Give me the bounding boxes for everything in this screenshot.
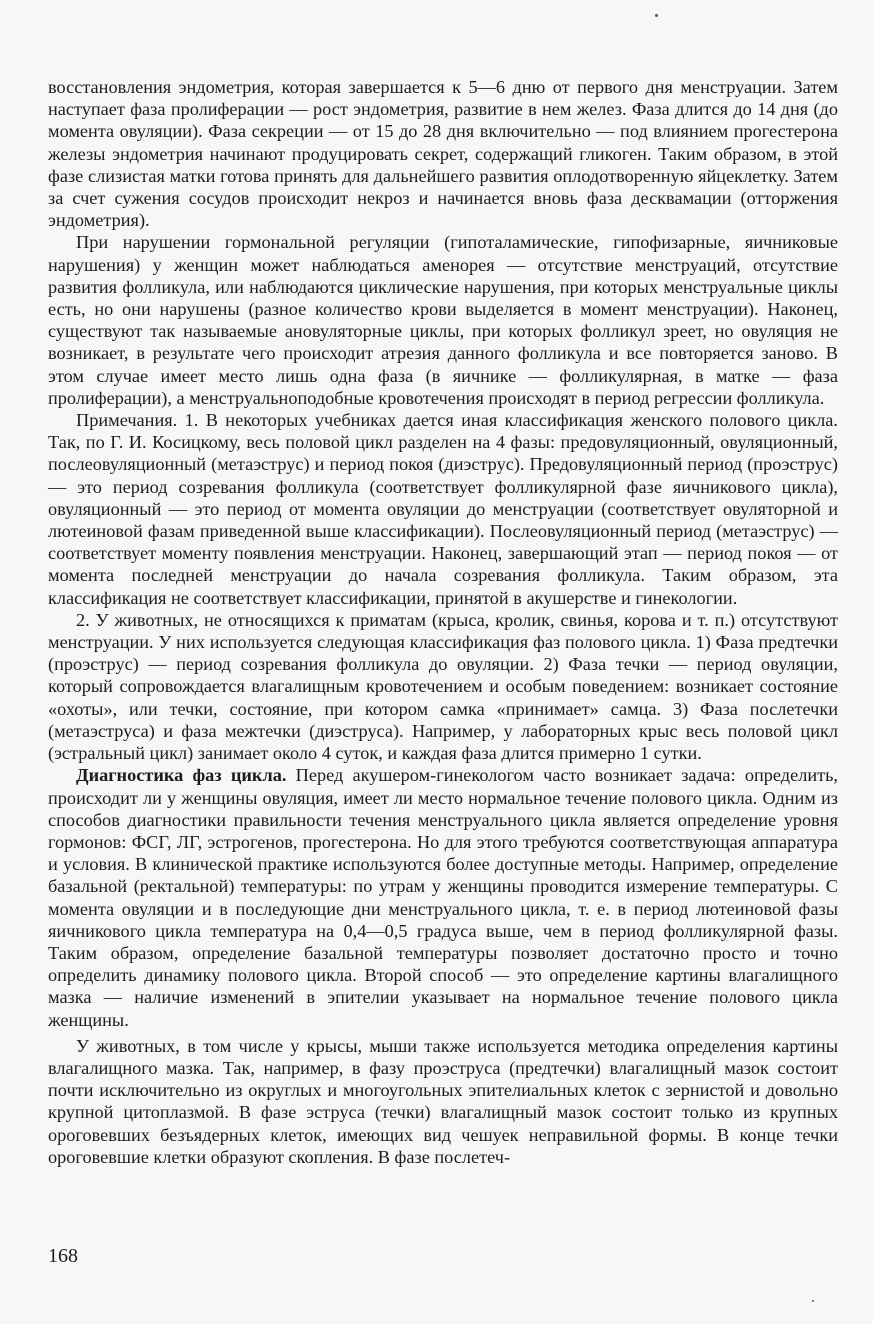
body-text	[48, 76, 838, 1168]
diagnostics-text: Перед акушером-гинекологом часто возникает задача: определить, происходит ли у женщины овуляция, имеет ли место нормальное течение полового цикла. Одним из способов диагностики правильности течения менструального цикла является определение уровня гормонов: ФСГ, ЛГ, эстрогенов, прогестерона. Но для этого требуются соответствующая аппаратура и условия. В клинической практике используются более доступные методы. Например, определение базальной (ректальной) температуры: по утрам у женщины проводится измерение температуры. С момента овуляции и в последующие дни менструального цикла, т. е. в период лютеиновой фазы яичникового цикла температура на 0,4—0,5 градуса выше, чем в период фолликулярной фазы. Таким образом, определение базальной температуры позволяет достаточно просто и точно определить динамику полового цикла. Второй способ — это определение картины влагалищного мазка — наличие изменений в эпителии указывает на нормальное течение полового цикла женщины.	[48, 765, 838, 1030]
paragraph-2: При нарушении гормональной регуляции (гипоталамические, гипофизарные, яичниковые нарушения) у женщин может наблюдаться аменорея — отсутствие менструаций, отсутствие развития фолликула, или наблюдаются циклические нарушения, при которых менструальные циклы есть, но они нарушены (разное количество крови выделяется в момент менструации). Наконец, существуют так называемые ановуляторные циклы, при которых фолликул зреет, но овуляция не возникает, в результате чего происходит атрезия данного фолликула и все повторяется заново. В этом случае имеет место лишь одна фаза (в яичнике — фолликулярная, в матке — фаза пролиферации), а менструальноподобные кровотечения происходят в период регрессии фолликула.	[48, 232, 838, 408]
paragraph-1: восстановления эндометрия, которая завершается к 5—6 дню от первого дня менструации. Затем наступает фаза пролиферации — рост эндометрия, развитие в нем желез. Фаза длится до 14 дня (до момента овуляции). Фаза секреции — от 15 до 28 дня включительно — под влиянием прогестерона железы эндометрия начинают продуцировать секрет, содержащий гликоген. Таким образом, в этой фазе слизистая матки готова принять для дальнейшего развития оплодотворенную яйцеклетку. Затем за счет сужения сосудов происходит некроз и начинается вновь фаза десквамации (отторжения эндометрия).	[48, 77, 838, 231]
page-number: 168	[48, 1245, 78, 1267]
scan-speck	[812, 1300, 814, 1302]
paragraph-animals: У животных, в том числе у крысы, мыши также используется методика определения картины влагалищного мазка. Так, например, в фазу проэструса (предтечки) влагалищный мазок состоит почти исключительно из округлых и многоугольных эпителиальных клеток с зернистой и довольно крупной цитоплазмой. В фазе эструса (течки) влагалищный мазок состоит только из крупных ороговевших безъядерных клеток, имеющих вид чешуек неправильной формы. В конце течки ороговевшие клетки образуют скопления. В фазе послетеч-	[48, 1035, 838, 1167]
paragraph-diagnostics	[48, 764, 838, 1030]
scan-speck	[655, 14, 658, 17]
paragraph-notes-1: Примечания. 1. В некоторых учебниках дается иная классификация женского полового цикла. Так, по Г. И. Косицкому, весь половой цикл разделен на 4 фазы: предовуляционный, овуляционный, послеовуляционный (метаэструс) и период покоя (диэструс). Предовуляционный период (проэструс) — это период созревания фолликула (соответствует фолликулярной фазе яичникового цикла), овуляционный — это период от момента овуляции до менструации (соответствует овуляторной и лютеиновой фазам приведенной выше классификации). Послеовуляционный период (метаэструс) — соответствует моменту появления менструации. Наконец, завершающий этап — период покоя — от момента последней менструации до начала созревания фолликула. Таким образом, эта классификация не соответствует классификации, принятой в акушерстве и гинекологии.	[48, 410, 838, 608]
diagnostics-heading: Диагностика фаз цикла.	[76, 765, 287, 786]
paragraph-notes-2: 2. У животных, не относящихся к приматам (крыса, кролик, свинья, корова и т. п.) отсутствуют менструации. У них используется следующая классификация фаз полового цикла. 1) Фаза предтечки (проэструс) — период созревания фолликула до овуляции. 2) Фаза течки — период овуляции, который сопровождается влагалищным кровотечением и особым поведением: возникает состояние «охоты», или течки, состояние, при котором самка «принимает» самца. 3) Фаза послетечки (метаэструса) и фаза межтечки (диэструса). Например, у лабораторных крыс весь половой цикл (эстральный цикл) занимает около 4 суток, и каждая фаза длится примерно 1 сутки.	[48, 609, 838, 764]
